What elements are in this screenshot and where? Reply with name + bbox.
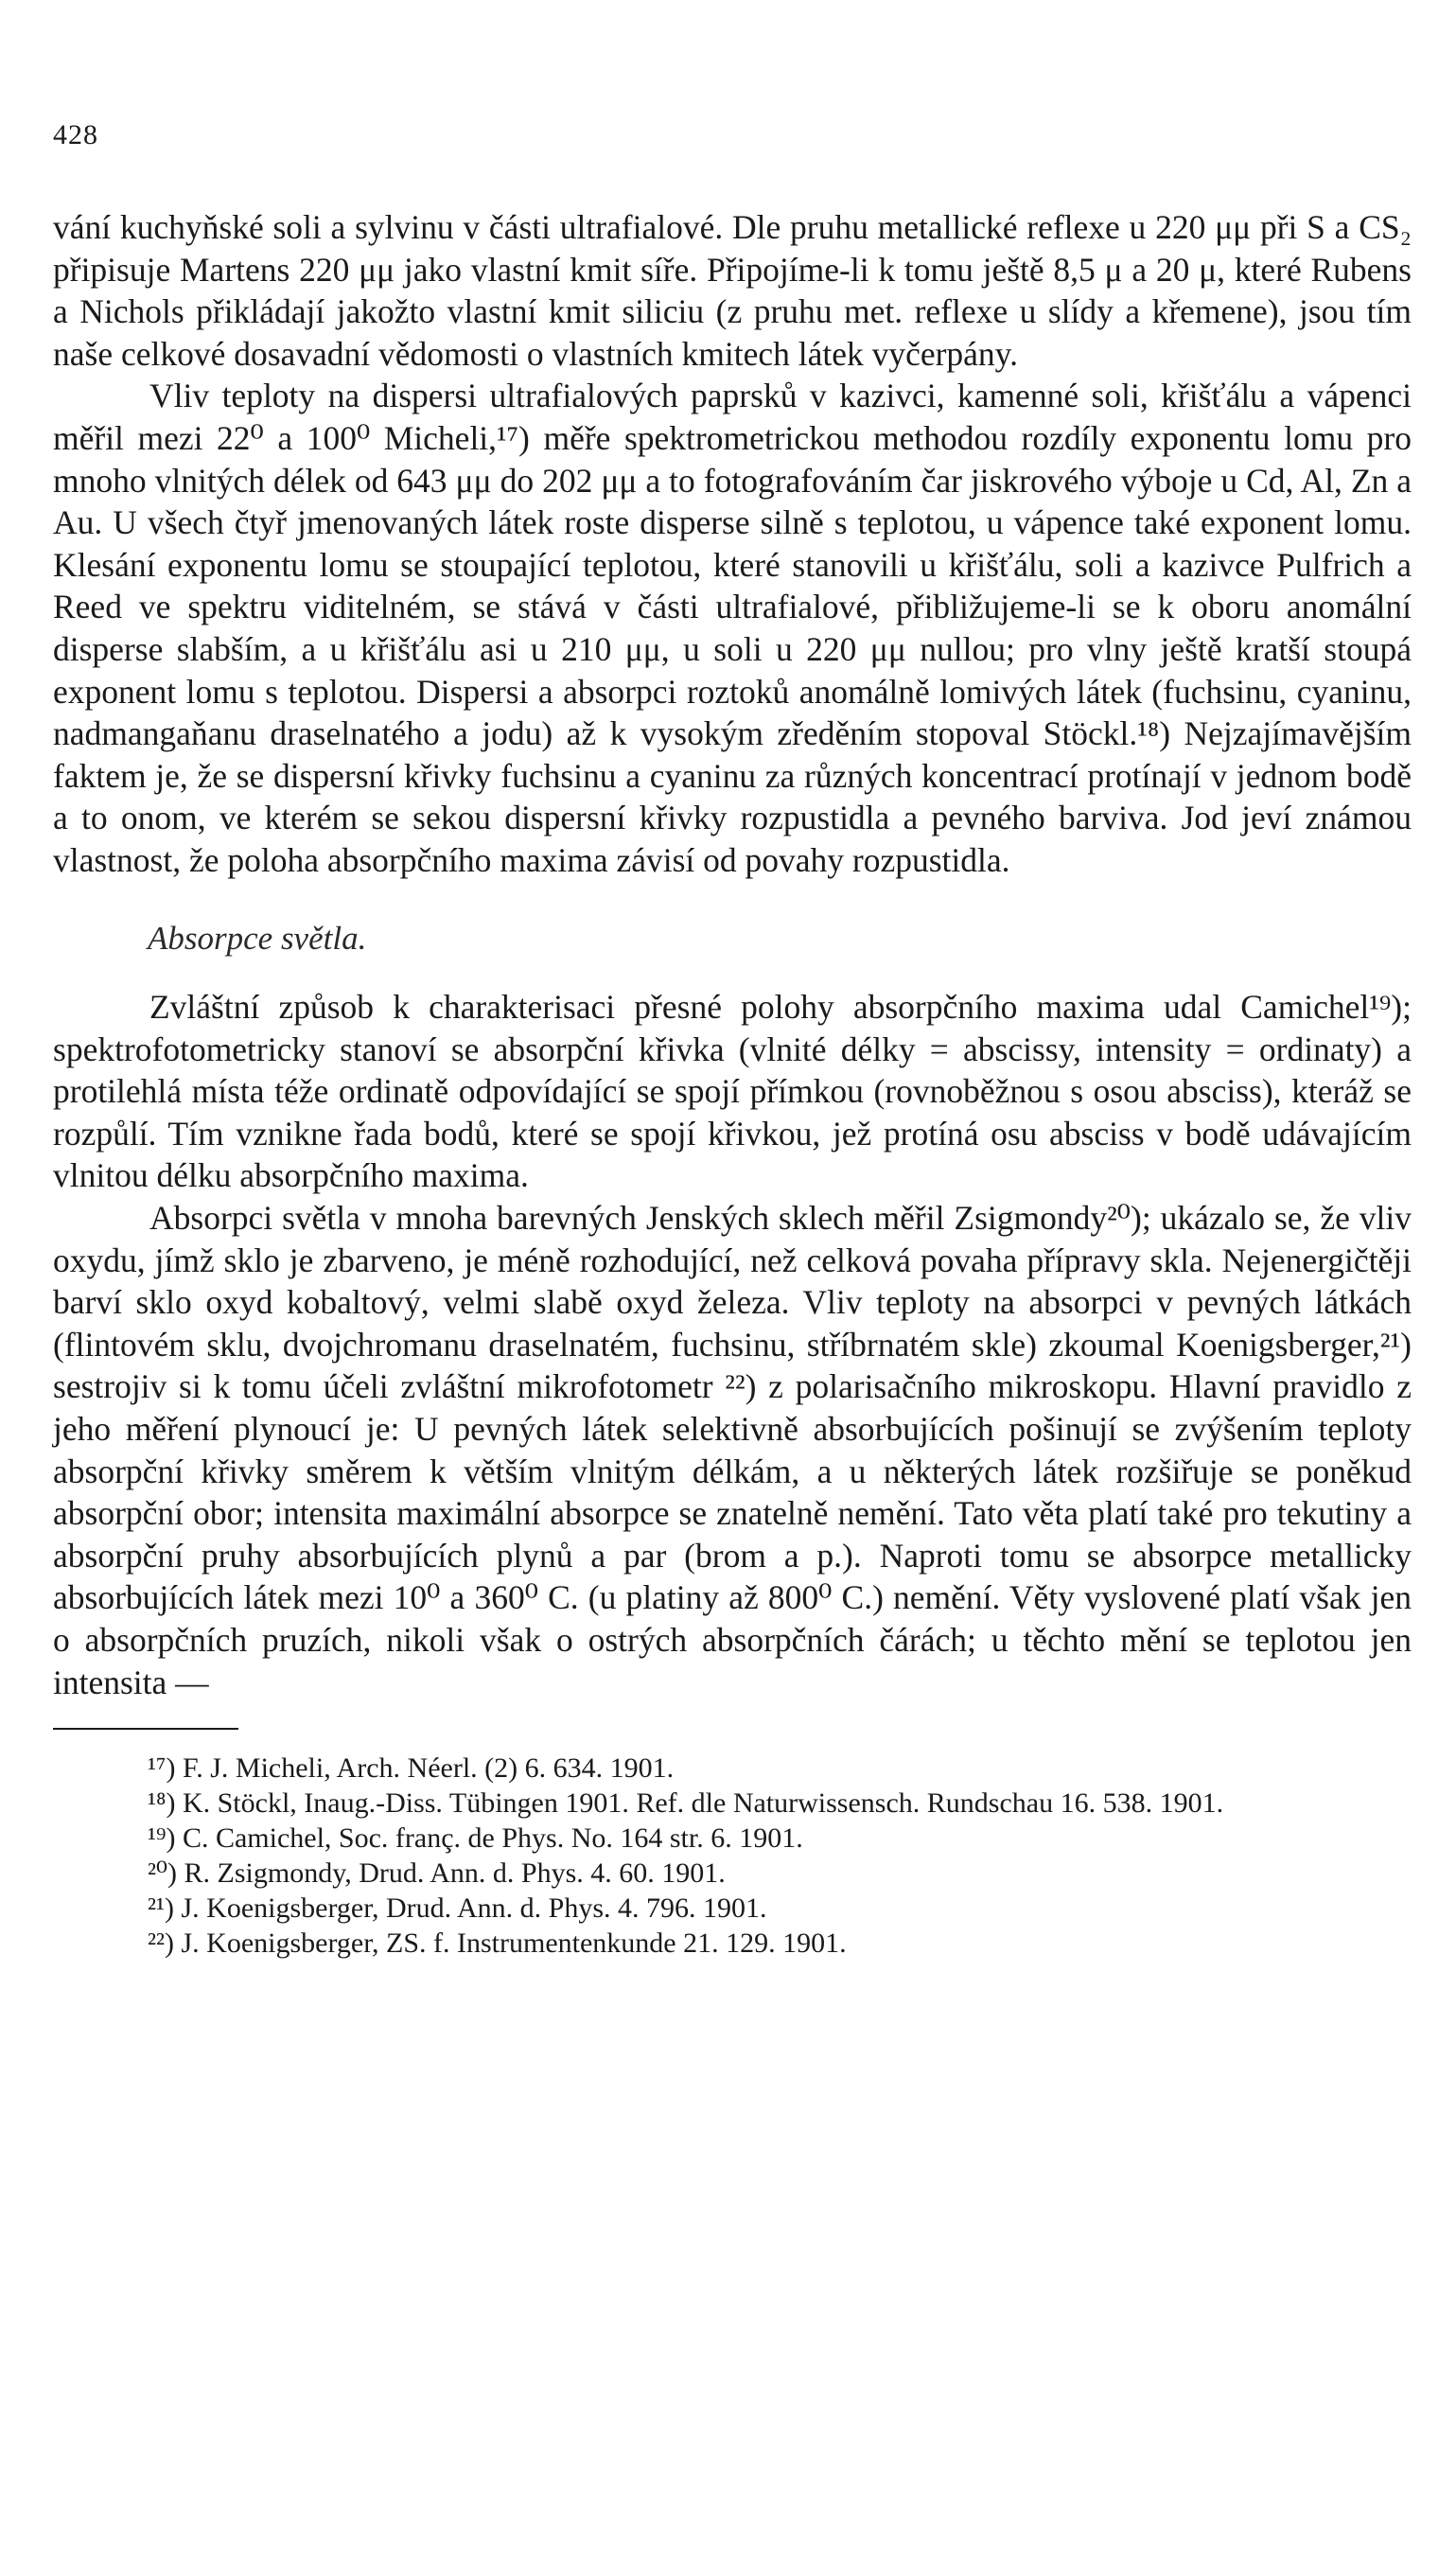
footnote-20: ²⁰) R. Zsigmondy, Drud. Ann. d. Phys. 4. 60. 1901. [148, 1857, 726, 1890]
footnote-19: ¹⁹) C. Camichel, Soc. franç. de Phys. No. 164 str. 6. 1901. [148, 1822, 803, 1855]
page-number: 428 [53, 119, 98, 150]
footnotes [53, 1751, 1412, 1961]
footnote-17: ¹⁷) F. J. Micheli, Arch. Néerl. (2) 6. 634. 1901. [148, 1752, 675, 1785]
paragraph-1: vání kuchyňské soli a sylvinu v části ultrafialové. Dle pruhu metallické reflexe u 220 μμ při S a CS₂ připisuje Martens 220 μμ jako vlastní kmit síře. Připojíme-li k tomu ještě 8,5 μ a 20 μ, které Rubens a Nichols přikládají jakožto vlastní kmit siliciu (z pruhu met. reflexe u slídy a křemene), jsou tím naše celkové dosavadní vědomosti o vlastních kmitech látek vyčerpány. [53, 208, 1412, 373]
section-heading: Absorpce světla. [148, 919, 367, 957]
footnote-18: ¹⁸) K. Stöckl, Inaug.-Diss. Tübingen 1901. Ref. dle Naturwissensch. Rundschau 16. 538. 1901. [148, 1787, 1224, 1820]
footnote-divider [53, 1728, 238, 1730]
footnote-22: ²²) J. Koenigsberger, ZS. f. Instrumentenkunde 21. 129. 1901. [148, 1928, 847, 1960]
paragraph-4: Absorpci světla v mnoha barevných Jenských sklech měřil Zsigmondy²⁰); ukázalo se, že vliv oxydu, jímž sklo je zbarveno, je méně rozhodující, než celková povaha přípravy skla. Nejenergičtěji barví sklo oxyd kobaltový, velmi slabě oxyd železa. Vliv teploty na absorpci v pevných látkách (flintovém sklu, dvojchromanu draselnatém, fuchsinu, stříbrnatém skle) zkoumal Koenigsberger,²¹) sestrojiv si k tomu účeli zvláštní mikrofotometr ²²) z polarisačního mikroskopu. Hlavní pravidlo z jeho měření plynoucí je: U pevných látek selektivně absorbujících pošinují se zvýšením teploty absorpční křivky směrem k větším vlnitým délkám, a u některých látek rozšiřuje se poněkud absorpční obor; intensita maximální absorpce se znatelně nemění. Tato věta platí také pro tekutiny a absorpční pruhy absorbujících plynů a par (brom a p.). Naproti tomu se absorpce metallicky absorbujících látek mezi 10⁰ a 360⁰ C. (u platiny až 800⁰ C.) nemění. Věty vyslovené platí však jen o absorpčních pruzích, nikoli však o ostrých absorpčních čárách; u těchto mění se teplotou jen intensita — [53, 1199, 1412, 1701]
paragraph-3: Zvláštní způsob k charakterisaci přesné polohy absorpčního maxima udal Camichel¹⁹); spektrofotometricky stanoví se absorpční křivka (vlnité délky = abscissy, intensity = ordinaty) a protilehlá místa téže ordinatě odpovídající se spojí přímkou (rovnoběžnou s osou absciss), kteráž se rozpůlí. Tím vznikne řada bodů, které se spojí křivkou, jež protíná osu absciss v bodě udávajícím vlnitou délku absorpčního maxima. [53, 988, 1412, 1195]
paragraph-2: Vliv teploty na dispersi ultrafialových paprsků v kazivci, kamenné soli, křišťálu a vápenci měřil mezi 22⁰ a 100⁰ Micheli,¹⁷) měře spektrometrickou methodou rozdíly exponentu lomu pro mnoho vlnitých délek od 643 μμ do 202 μμ a to fotografováním čar jiskrového výboje u Cd, Al, Zn a Au. U všech čtyř jmenovaných látek roste disperse silně s teplotou, u vápence také exponent lomu. Klesání exponentu lomu se stoupající teplotou, které stanovili u křišťálu, soli a kazivce Pulfrich a Reed ve spektru viditelném, se stává v části ultrafialové, přibližujeme-li se k oboru anomální disperse slabším, a u křišťálu asi u 210 μμ, u soli u 220 μμ nullou; pro vlny ještě kratší stoupá exponent lomu s teplotou. Dispersi a absorpci roztoků anomálně lomivých látek (fuchsinu, cyaninu, nadmangaňanu draselnatého a jodu) až k vysokým zředěním stopoval Stöckl.¹⁸) Nejzajímavějším faktem je, že se dispersní křivky fuchsinu a cyaninu za různých koncentrací protínají v jednom bodě a to onom, ve kterém se sekou dispersní křivky rozpustidla a pevného barviva. Jod jeví známou vlastnost, že poloha absorpčního maxima závisí od povahy rozpustidla. [53, 377, 1412, 879]
body-text [53, 206, 1412, 1961]
footnote-21: ²¹) J. Koenigsberger, Drud. Ann. d. Phys. 4. 796. 1901. [148, 1892, 767, 1925]
